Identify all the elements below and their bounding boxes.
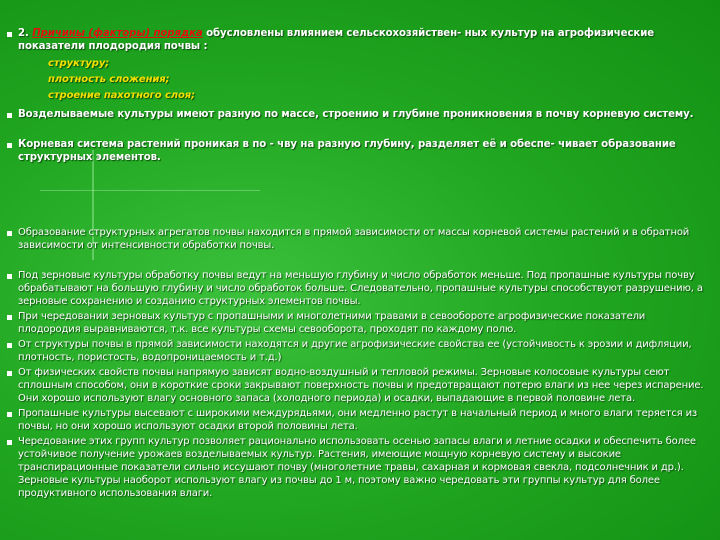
bullet-row-crops-moisture: Пропашные культуры высевают с широкими междурядьями, они медленно растут в начальный период и много влаги теряется из почвы, но они хорошо используют осадки второй половины лета.	[6, 407, 706, 433]
bullet-factors	[6, 27, 706, 53]
factor-heading-link[interactable]: Причины (факторы) порядка	[32, 28, 203, 39]
bottom-section	[6, 226, 706, 500]
bullet-root-penetration: Корневая система растений проникая в по - чву на разную глубину, разделяет её и обеспе- чивает образование структурных элементов.	[6, 138, 706, 164]
bullet-alternation: Чередование этих групп культур позволяет рационально использовать осенью запасы влаги и летние осадки и обеспечить более устойчивое получение урожаев возделываемых культур. Растения, имеющие мощную корневую систему и высокие транспирационные показатели сильно иссушают почву (многолетние травы, сахарная и кормовая свекла, подсолнечник и др.). Зерновые культуры наоборот используют влагу из почвы до 1 м, поэтому важно чередовать эти группы культур для более продуктивного использования влаги.	[6, 435, 706, 500]
sub-item-density: плотность сложения;	[48, 74, 170, 85]
bullet-crop-rotation: При чередовании зерновых культур с пропашными и многолетними травами в севообороте агрофизические показатели плодородия выравниваются, т.к. все культуры схемы севооборота, проходят по каждому полю.	[6, 310, 706, 336]
sub-item-arable-layer: строение пахотного слоя;	[48, 90, 195, 101]
bullet-aggregate-formation: Образование структурных агрегатов почвы находится в прямой зависимости от массы корневой системы растений и в обратной зависимости от интенсивности обработки почвы.	[6, 226, 706, 252]
bullet-root-systems: Возделываемые культуры имеют разную по массе, строению и глубине проникновения в почву корневую систему.	[6, 108, 706, 121]
sub-item-structure: структуру;	[48, 58, 110, 69]
bullet-soil-properties: От структуры почвы в прямой зависимости находятся и другие агрофизические свойства ее (устойчивость к эрозии и дифляции, плотность, пористость, водопроницаемость и т.д.)	[6, 338, 706, 364]
factor-number: 2.	[18, 28, 33, 39]
top-section	[6, 27, 706, 164]
bullet-grain-vs-row-crops: Под зерновые культуры обработку почвы ведут на меньшую глубину и число обработок меньше. Под пропашные культуры почву обрабатывают на большую глубину и число обработок больше. Следовательно, пропашные культуры способствуют разрушению, а зерновые сохранению и созданию структурных элементов почвы.	[6, 269, 706, 308]
decorative-horizontal-line	[40, 190, 260, 191]
bullet-water-regime: От физических свойств почвы напрямую зависят водно-воздушный и тепловой режимы. Зерновые колосовые культуры сеют сплошным способом, они в короткие сроки закрывают поверхность почвы и предотвращают потерю влаги из нее через испарение. Они хорошо используют влагу основного запаса (холодного периода) и осадки, выпадающие в первой половине лета.	[6, 366, 706, 405]
factor-text: обусловлены влиянием сельскохозяйствен- ных культур на агрофизические показатели плодородия почвы :	[18, 28, 655, 52]
